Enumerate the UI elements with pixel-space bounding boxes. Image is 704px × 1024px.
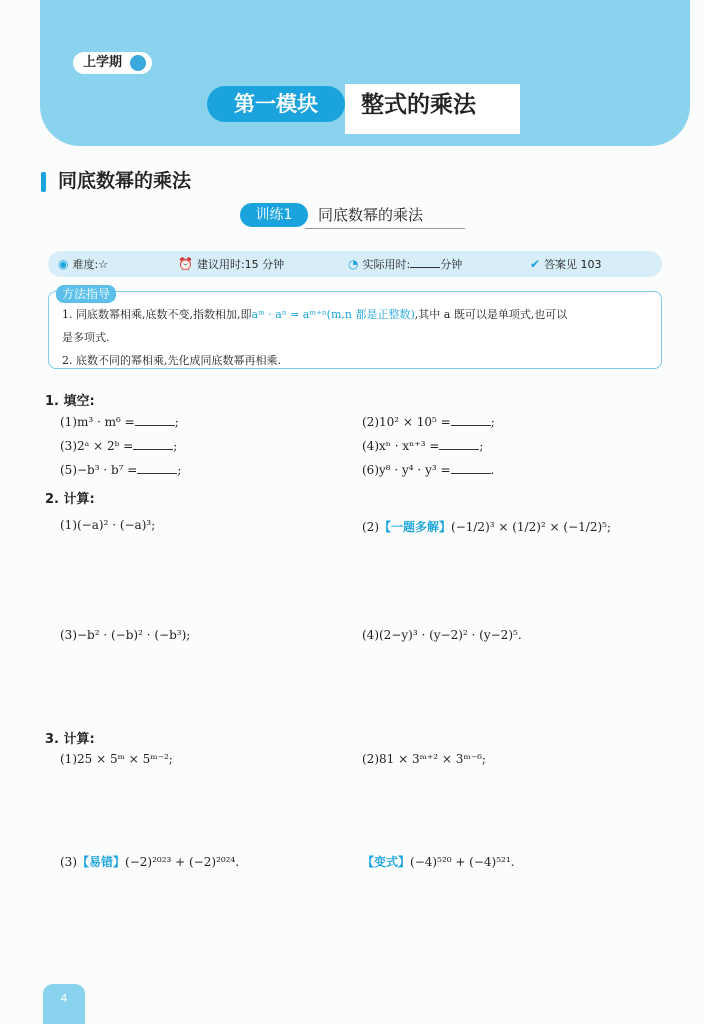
- question-1-heading: 1. 填空:: [45, 394, 95, 409]
- q1-item-1: (1)m³ · m⁶ = ;: [60, 415, 179, 429]
- practice-underline: [305, 228, 465, 229]
- q2-item-2: (2)【一题多解】(−1/2)³ × (1/2)² × (−1/2)⁵;: [362, 520, 611, 534]
- page-number: 4: [43, 984, 85, 1024]
- q3-item-1: (1)25 × 5ᵐ × 5ᵐ⁻²;: [60, 752, 173, 766]
- answer-blank[interactable]: [451, 413, 491, 426]
- semester-dot-icon: [130, 55, 146, 71]
- topic-title: 整式的乘法: [345, 84, 520, 134]
- answer-blank[interactable]: [133, 437, 173, 450]
- difficulty: ◉ 难度:☆: [58, 251, 108, 278]
- practice-title: 同底数幂的乘法: [318, 206, 424, 224]
- variant-tag: 【变式】: [362, 855, 411, 869]
- answer-blank[interactable]: [137, 461, 177, 474]
- q1-item-6: (6)y⁸ · y⁴ · y³ = .: [362, 463, 495, 477]
- answer-blank[interactable]: [135, 413, 175, 426]
- q1-item-2: (2)10² × 10⁵ = ;: [362, 415, 495, 429]
- practice-badge: 训练1: [240, 203, 308, 227]
- q1-item-4: (4)xⁿ · xⁿ⁺³ = ;: [362, 439, 484, 453]
- answer-blank[interactable]: [451, 461, 491, 474]
- method-line-3: 2. 底数不同的幂相乘,先化成同底数幂再相乘.: [62, 354, 281, 367]
- actual-time: ◔ 实际用时: 分钟: [348, 251, 462, 278]
- info-strip: [48, 251, 662, 277]
- answer-reference: ✔ 答案见 103: [530, 251, 602, 278]
- answer-blank[interactable]: [439, 437, 479, 450]
- q1-item-3: (3)2ᵃ × 2ᵇ = ;: [60, 439, 178, 453]
- semester-label: 上学期: [73, 52, 152, 74]
- q3-item-2: (2)81 × 3ᵐ⁺² × 3ᵐ⁻⁶;: [362, 752, 486, 766]
- actual-time-blank[interactable]: [410, 255, 440, 268]
- q2-item-4: (4)(2−y)³ · (y−2)² · (y−2)⁵.: [362, 628, 522, 642]
- method-tag: 方法指导: [56, 285, 116, 303]
- method-line-2: 是多项式.: [62, 331, 110, 344]
- check-circle-icon: ✔: [530, 257, 541, 271]
- error-prone-tag: 【易错】: [77, 855, 126, 869]
- q2-item-1: (1)(−a)² · (−a)³;: [60, 518, 156, 532]
- q3-item-4: 【变式】(−4)⁵²⁰ + (−4)⁵²¹.: [362, 855, 515, 869]
- question-3-heading: 3. 计算:: [45, 732, 95, 747]
- wifi-icon: ◉: [58, 257, 69, 271]
- multi-solution-tag: 【一题多解】: [379, 520, 452, 534]
- section-marker-icon: [41, 172, 46, 192]
- alarm-clock-icon: ⏰: [178, 257, 193, 271]
- method-line-1: 1. 同底数幂相乘,底数不变,指数相加,即aᵐ · aⁿ = aᵐ⁺ⁿ(m,n 都是正整数),其中 a 既可以是单项式,也可以: [62, 308, 568, 321]
- q3-item-3: (3)【易错】(−2)²⁰²³ + (−2)²⁰²⁴.: [60, 855, 240, 869]
- question-2-heading: 2. 计算:: [45, 492, 95, 507]
- suggested-time: ⏰ 建议用时:15 分钟: [178, 251, 284, 278]
- module-title: 第一模块: [207, 86, 345, 122]
- section-title: 同底数幂的乘法: [58, 170, 192, 192]
- q2-item-3: (3)−b² · (−b)² · (−b³);: [60, 628, 191, 642]
- q1-item-5: (5)−b³ · b⁷ = ;: [60, 463, 182, 477]
- clock-icon: ◔: [348, 257, 359, 271]
